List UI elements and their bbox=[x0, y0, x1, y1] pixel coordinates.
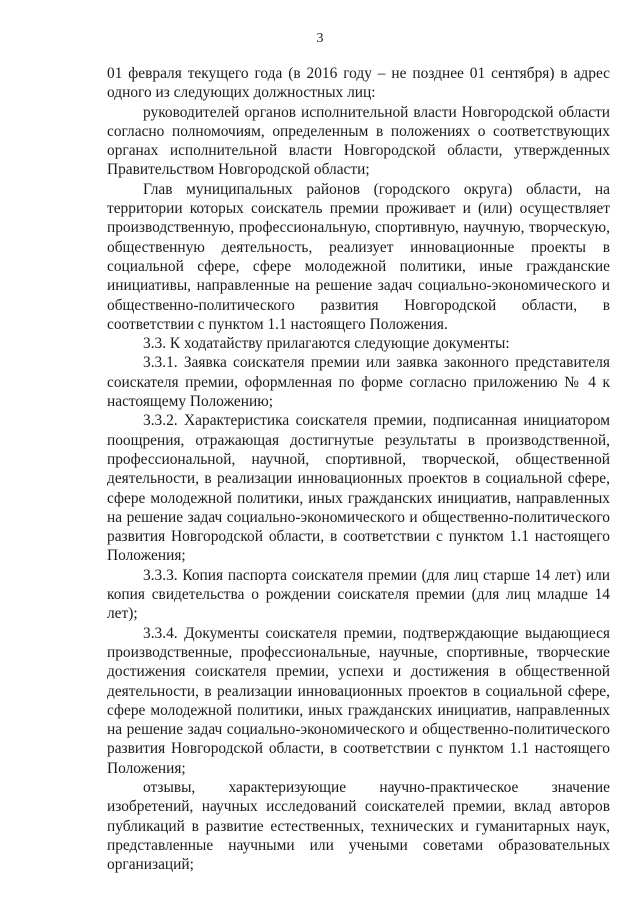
paragraph-3-3: 3.3. К ходатайству прилагаются следующие документы: bbox=[143, 335, 510, 353]
paragraph-3-3-4: 3.3.4. Документы соискателя премии, подтверждающие выдающиеся производственные, профессиональные, научные, спортивные, творческие достижения соискателя премии, успехи и достижения в общественной деятельности, в реализации инновационных проектов в социальной сфере, сфере молодежной политики, иных гражданских инициатив, направленных на решение задач социально-экономического и общественно-политического развития Новгородской области, в соответствии с пунктом 1.1 настоящего Положения; bbox=[107, 624, 610, 777]
paragraph-municipal-heads: Глав муниципальных районов (городского округа) области, на территории которых соискатель премии проживает и (или) осуществляет производственную, профессиональную, спортивную, научную, творческую, общественную деятельность, реализует инновационные проекты в социальной сфере, сфере молодежной политики, иные гражданские инициативы, направленные на решение задач социально-экономического и общественно-политического развития Новгородской области, в соответствии с пунктом 1.1 настоящего Положения. bbox=[107, 180, 610, 333]
document-body bbox=[107, 64, 610, 874]
paragraph-3-3-3: 3.3.3. Копия паспорта соискателя премии (для лиц старше 14 лет) или копия свидетельства о рождении соискателя премии (для лиц младше 14 лет); bbox=[107, 566, 610, 623]
paragraph-3-3-1: 3.3.1. Заявка соискателя премии или заявка законного представителя соискателя премии, оформленная по форме согласно приложению № 4 к настоящему Положению; bbox=[107, 354, 610, 411]
paragraph-executive-heads: руководителей органов исполнительной власти Новгородской области согласно полномочиям, определенным в положениях о соответствующих органах исполнительной власти Новгородской области, утвержденных Правительством Новгородской области; bbox=[107, 103, 610, 179]
paragraph-reviews: отзывы, характеризующие научно-практическое значение изобретений, научных исследований соискателей премии, вклад авторов публикаций в развитие естественных, технических и гуманитарных наук, представленные научными или учеными советами образовательных организаций; bbox=[107, 778, 610, 874]
paragraph-3-3-2: 3.3.2. Характеристика соискателя премии, подписанная инициатором поощрения, отражающая достигнутые результаты в производственной, профессиональной, научной, спортивной, творческой, общественной деятельности, в реализации инновационных проектов в социальной сфере, сфере молодежной политики, иных гражданских инициатив, направленных на решение задач социально-экономического и общественно-политического развития Новгородской области, в соответствии с пунктом 1.1 настоящего Положения; bbox=[107, 412, 610, 565]
paragraph-submission-deadline: 01 февраля текущего года (в 2016 году – не позднее 01 сентября) в адрес одного из следующих должностных лиц: bbox=[107, 65, 610, 102]
page-number: 3 bbox=[316, 31, 324, 46]
